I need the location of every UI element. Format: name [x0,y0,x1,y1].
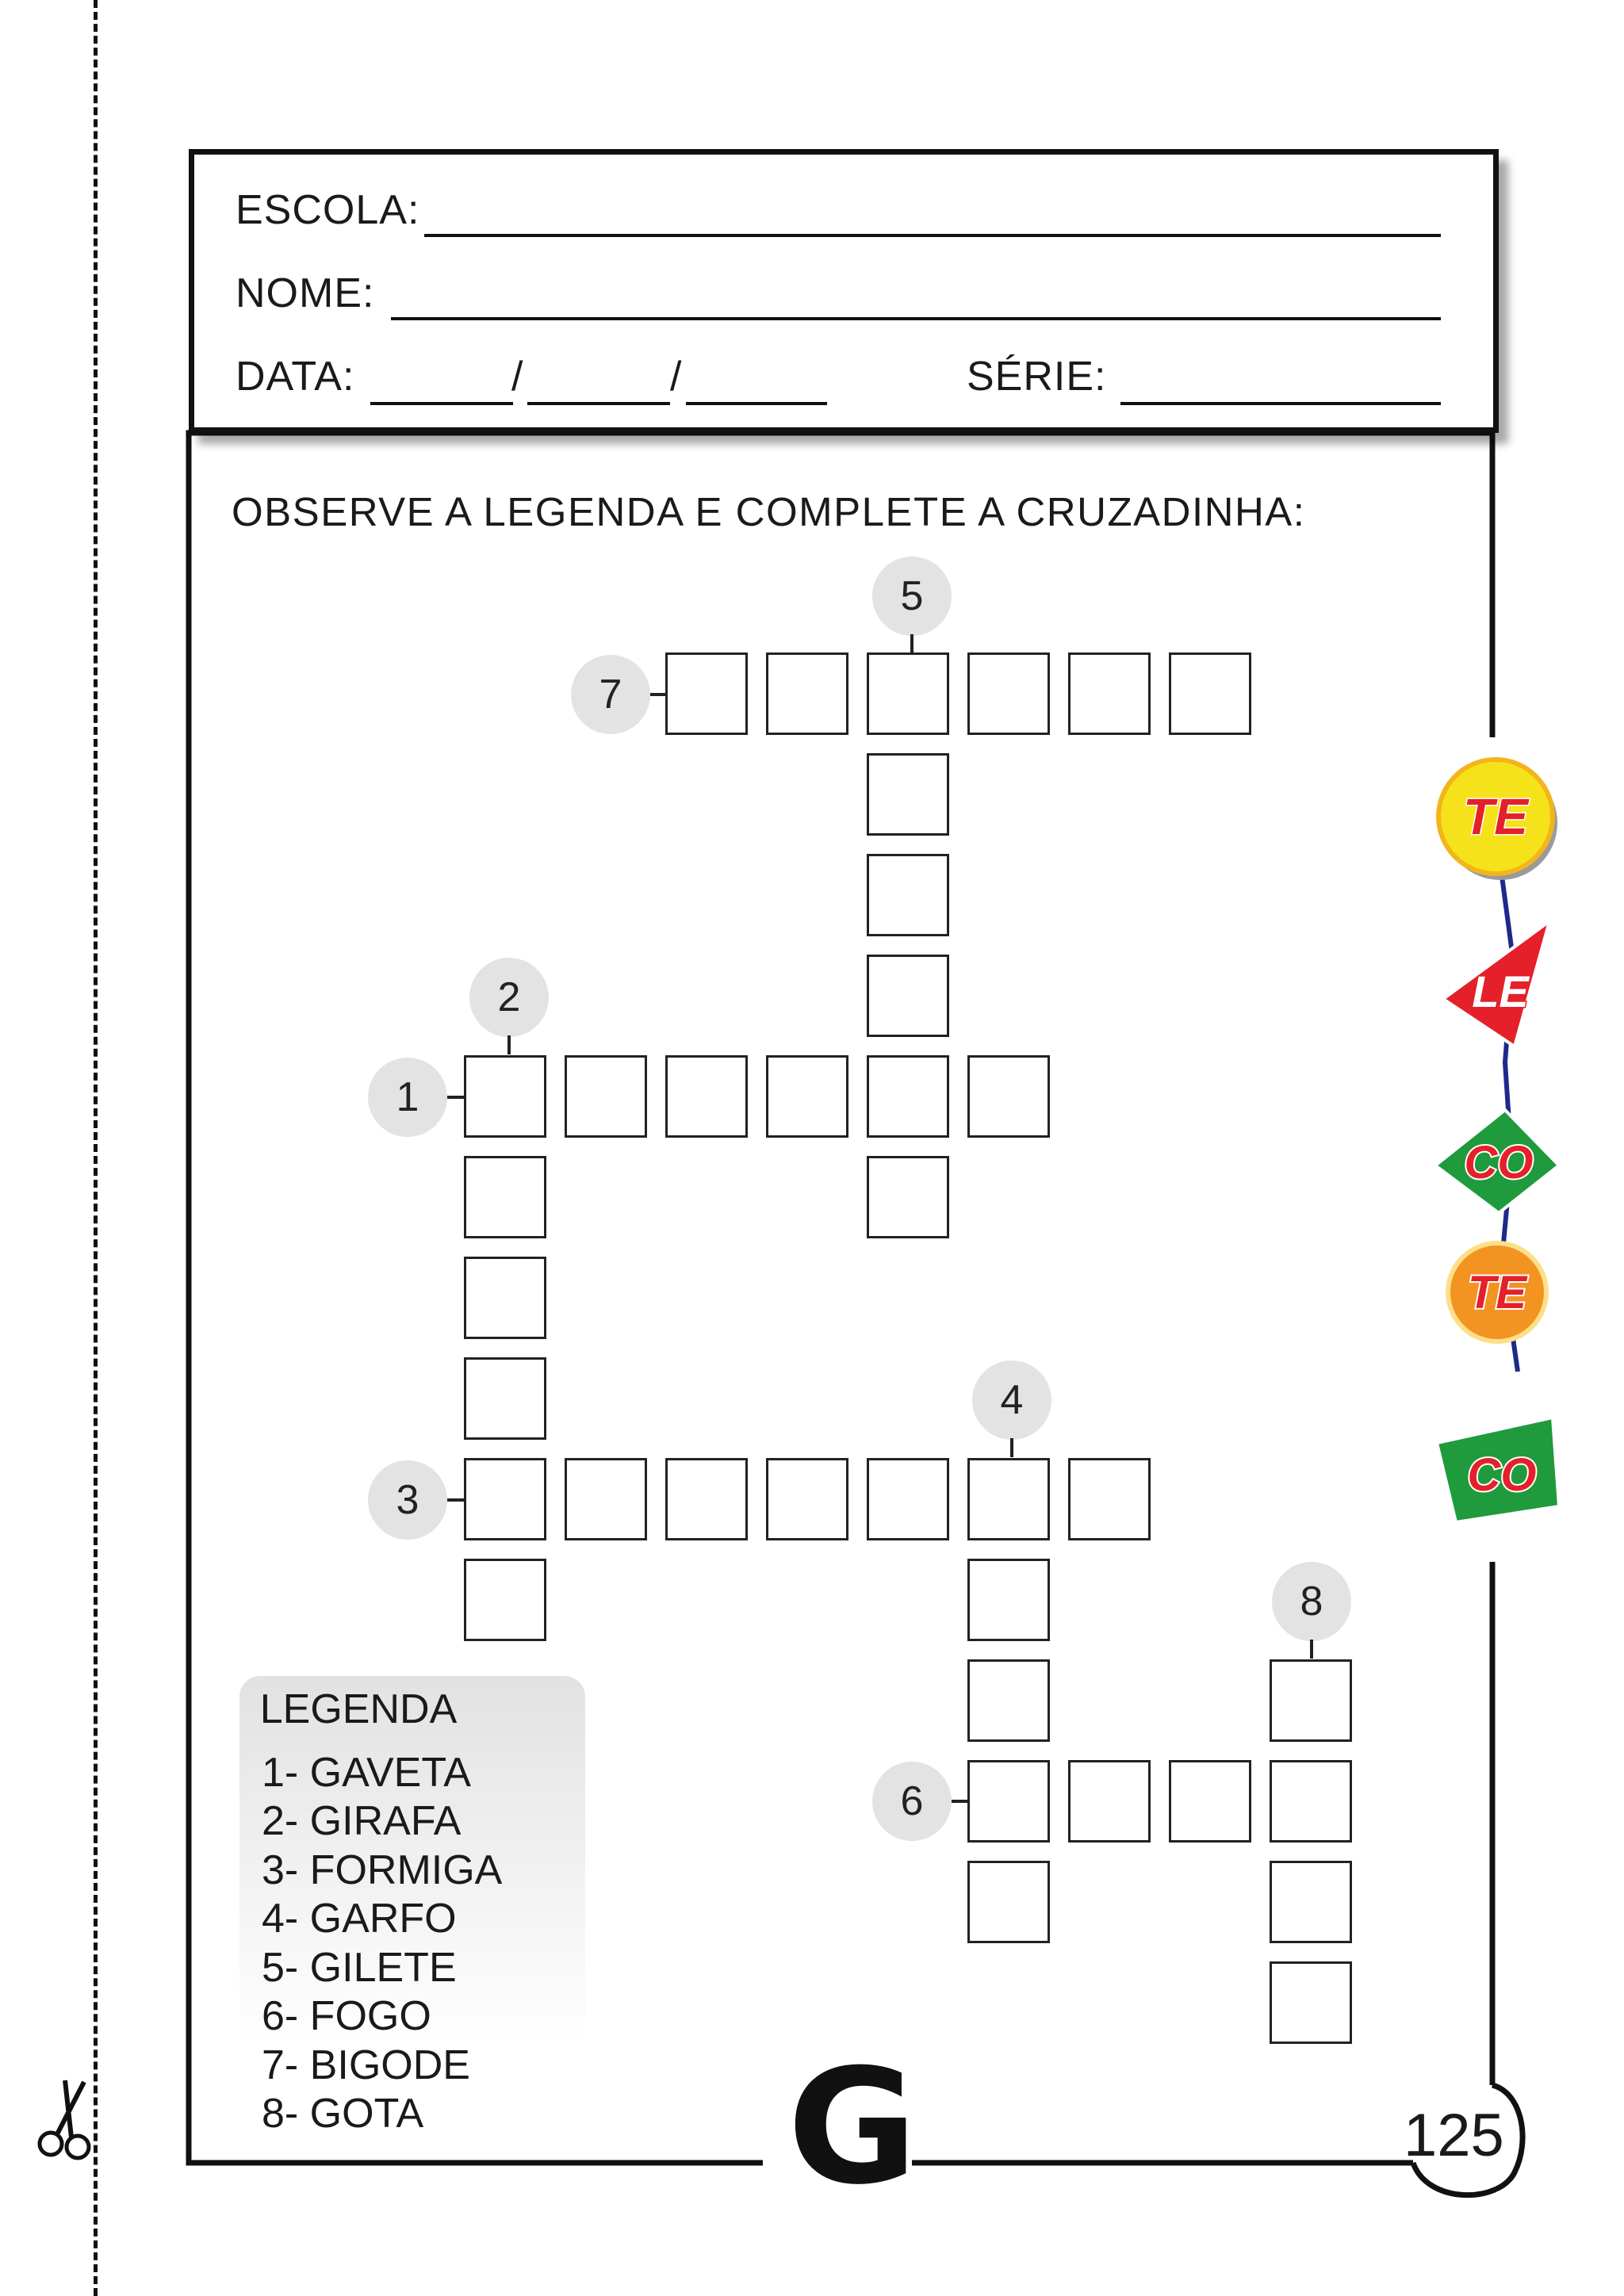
syllable-label: LE [1472,966,1529,1016]
scissors-icon [33,2077,97,2164]
crossword-cell[interactable] [967,1458,1050,1540]
crossword-cell[interactable] [967,1861,1050,1943]
crossword-cell[interactable] [867,753,949,836]
cut-guide-line [94,0,98,2296]
logo-letter: G [787,2053,918,2196]
crossword-cell[interactable] [766,652,848,735]
identification-form [189,149,1499,433]
school-field[interactable] [424,234,1441,237]
legend-item: 3- FORMIGA [262,1847,503,1893]
crossword-cell[interactable] [867,1156,949,1238]
name-field[interactable] [391,317,1441,320]
crossword-cell[interactable] [867,652,949,735]
date-separator: / [670,354,682,400]
teleco-decoration [1419,745,1578,1538]
crossword-cell[interactable] [1270,1961,1352,2044]
crossword-cell[interactable] [1169,1760,1251,1843]
clue-connector [952,1800,969,1803]
crossword-cell[interactable] [464,1156,546,1238]
crossword-cell[interactable] [766,1055,848,1138]
crossword-cell[interactable] [464,1257,546,1339]
crossword-cell[interactable] [665,1458,748,1540]
clue-number-7: 7 [571,655,650,734]
crossword-cell[interactable] [1068,652,1151,735]
date-label: DATA: [236,354,355,400]
grade-field[interactable] [1120,402,1441,405]
syllable-label: TE [1463,788,1528,845]
legend-box [239,1676,585,2139]
clue-connector [650,693,668,696]
crossword-cell[interactable] [1270,1861,1352,1943]
crossword-cell[interactable] [967,1055,1050,1138]
date-month-field[interactable] [527,402,670,405]
legend-item: 2- GIRAFA [262,1798,462,1844]
clue-number-8: 8 [1272,1562,1351,1641]
syllable-label: TE [1467,1267,1527,1318]
crossword-cell[interactable] [565,1458,647,1540]
crossword-cell[interactable] [967,1659,1050,1742]
clue-number-5: 5 [872,557,952,636]
legend-title: LEGENDA [259,1686,458,1732]
clue-number-4: 4 [972,1360,1051,1440]
grade-label: SÉRIE: [967,354,1107,400]
clue-connector [1310,1640,1313,1659]
school-label: ESCOLA: [236,187,420,233]
crossword-cell[interactable] [766,1458,848,1540]
clue-connector [447,1096,465,1099]
legend-item: 4- GARFO [262,1896,457,1942]
crossword-cell[interactable] [464,1559,546,1641]
crossword-cell[interactable] [1169,652,1251,735]
legend-item: 6- FOGO [262,1993,431,2039]
clue-number-6: 6 [872,1762,952,1841]
crossword-cell[interactable] [867,854,949,936]
date-day-field[interactable] [370,402,513,405]
crossword-cell[interactable] [867,1458,949,1540]
crossword-cell[interactable] [1068,1760,1151,1843]
crossword-cell[interactable] [464,1357,546,1440]
crossword-cell[interactable] [1270,1760,1352,1843]
clue-number-3: 3 [368,1460,447,1540]
clue-connector [508,1035,511,1054]
clue-connector [910,634,914,653]
crossword-cell[interactable] [464,1055,546,1138]
crossword-cell[interactable] [1068,1458,1151,1540]
clue-connector [1010,1438,1013,1457]
date-year-field[interactable] [686,402,827,405]
crossword-cell[interactable] [967,1559,1050,1641]
instruction-text: OBSERVE A LEGENDA E COMPLETE A CRUZADINHA: [232,489,1306,534]
legend-item: 1- GAVETA [262,1750,471,1796]
legend-item: 8- GOTA [262,2091,424,2137]
clue-number-1: 1 [368,1058,447,1137]
clue-number-2: 2 [469,958,549,1037]
crossword-cell[interactable] [665,652,748,735]
syllable-label: CO [1464,1137,1534,1188]
name-label: NOME: [236,270,375,316]
crossword-cell[interactable] [665,1055,748,1138]
date-separator: / [511,354,523,400]
crossword-cell[interactable] [967,652,1050,735]
legend-item: 7- BIGODE [262,2042,470,2088]
crossword-cell[interactable] [967,1760,1050,1843]
page-number: 125 [1404,2102,1504,2169]
letter-g-logo [785,2053,920,2196]
legend-item: 5- GILETE [262,1945,457,1991]
crossword-cell[interactable] [1270,1659,1352,1742]
syllable-label: CO [1467,1449,1537,1501]
crossword-cell[interactable] [464,1458,546,1540]
clue-connector [447,1498,465,1502]
crossword-cell[interactable] [565,1055,647,1138]
crossword-cell[interactable] [867,955,949,1037]
crossword-cell[interactable] [867,1055,949,1138]
